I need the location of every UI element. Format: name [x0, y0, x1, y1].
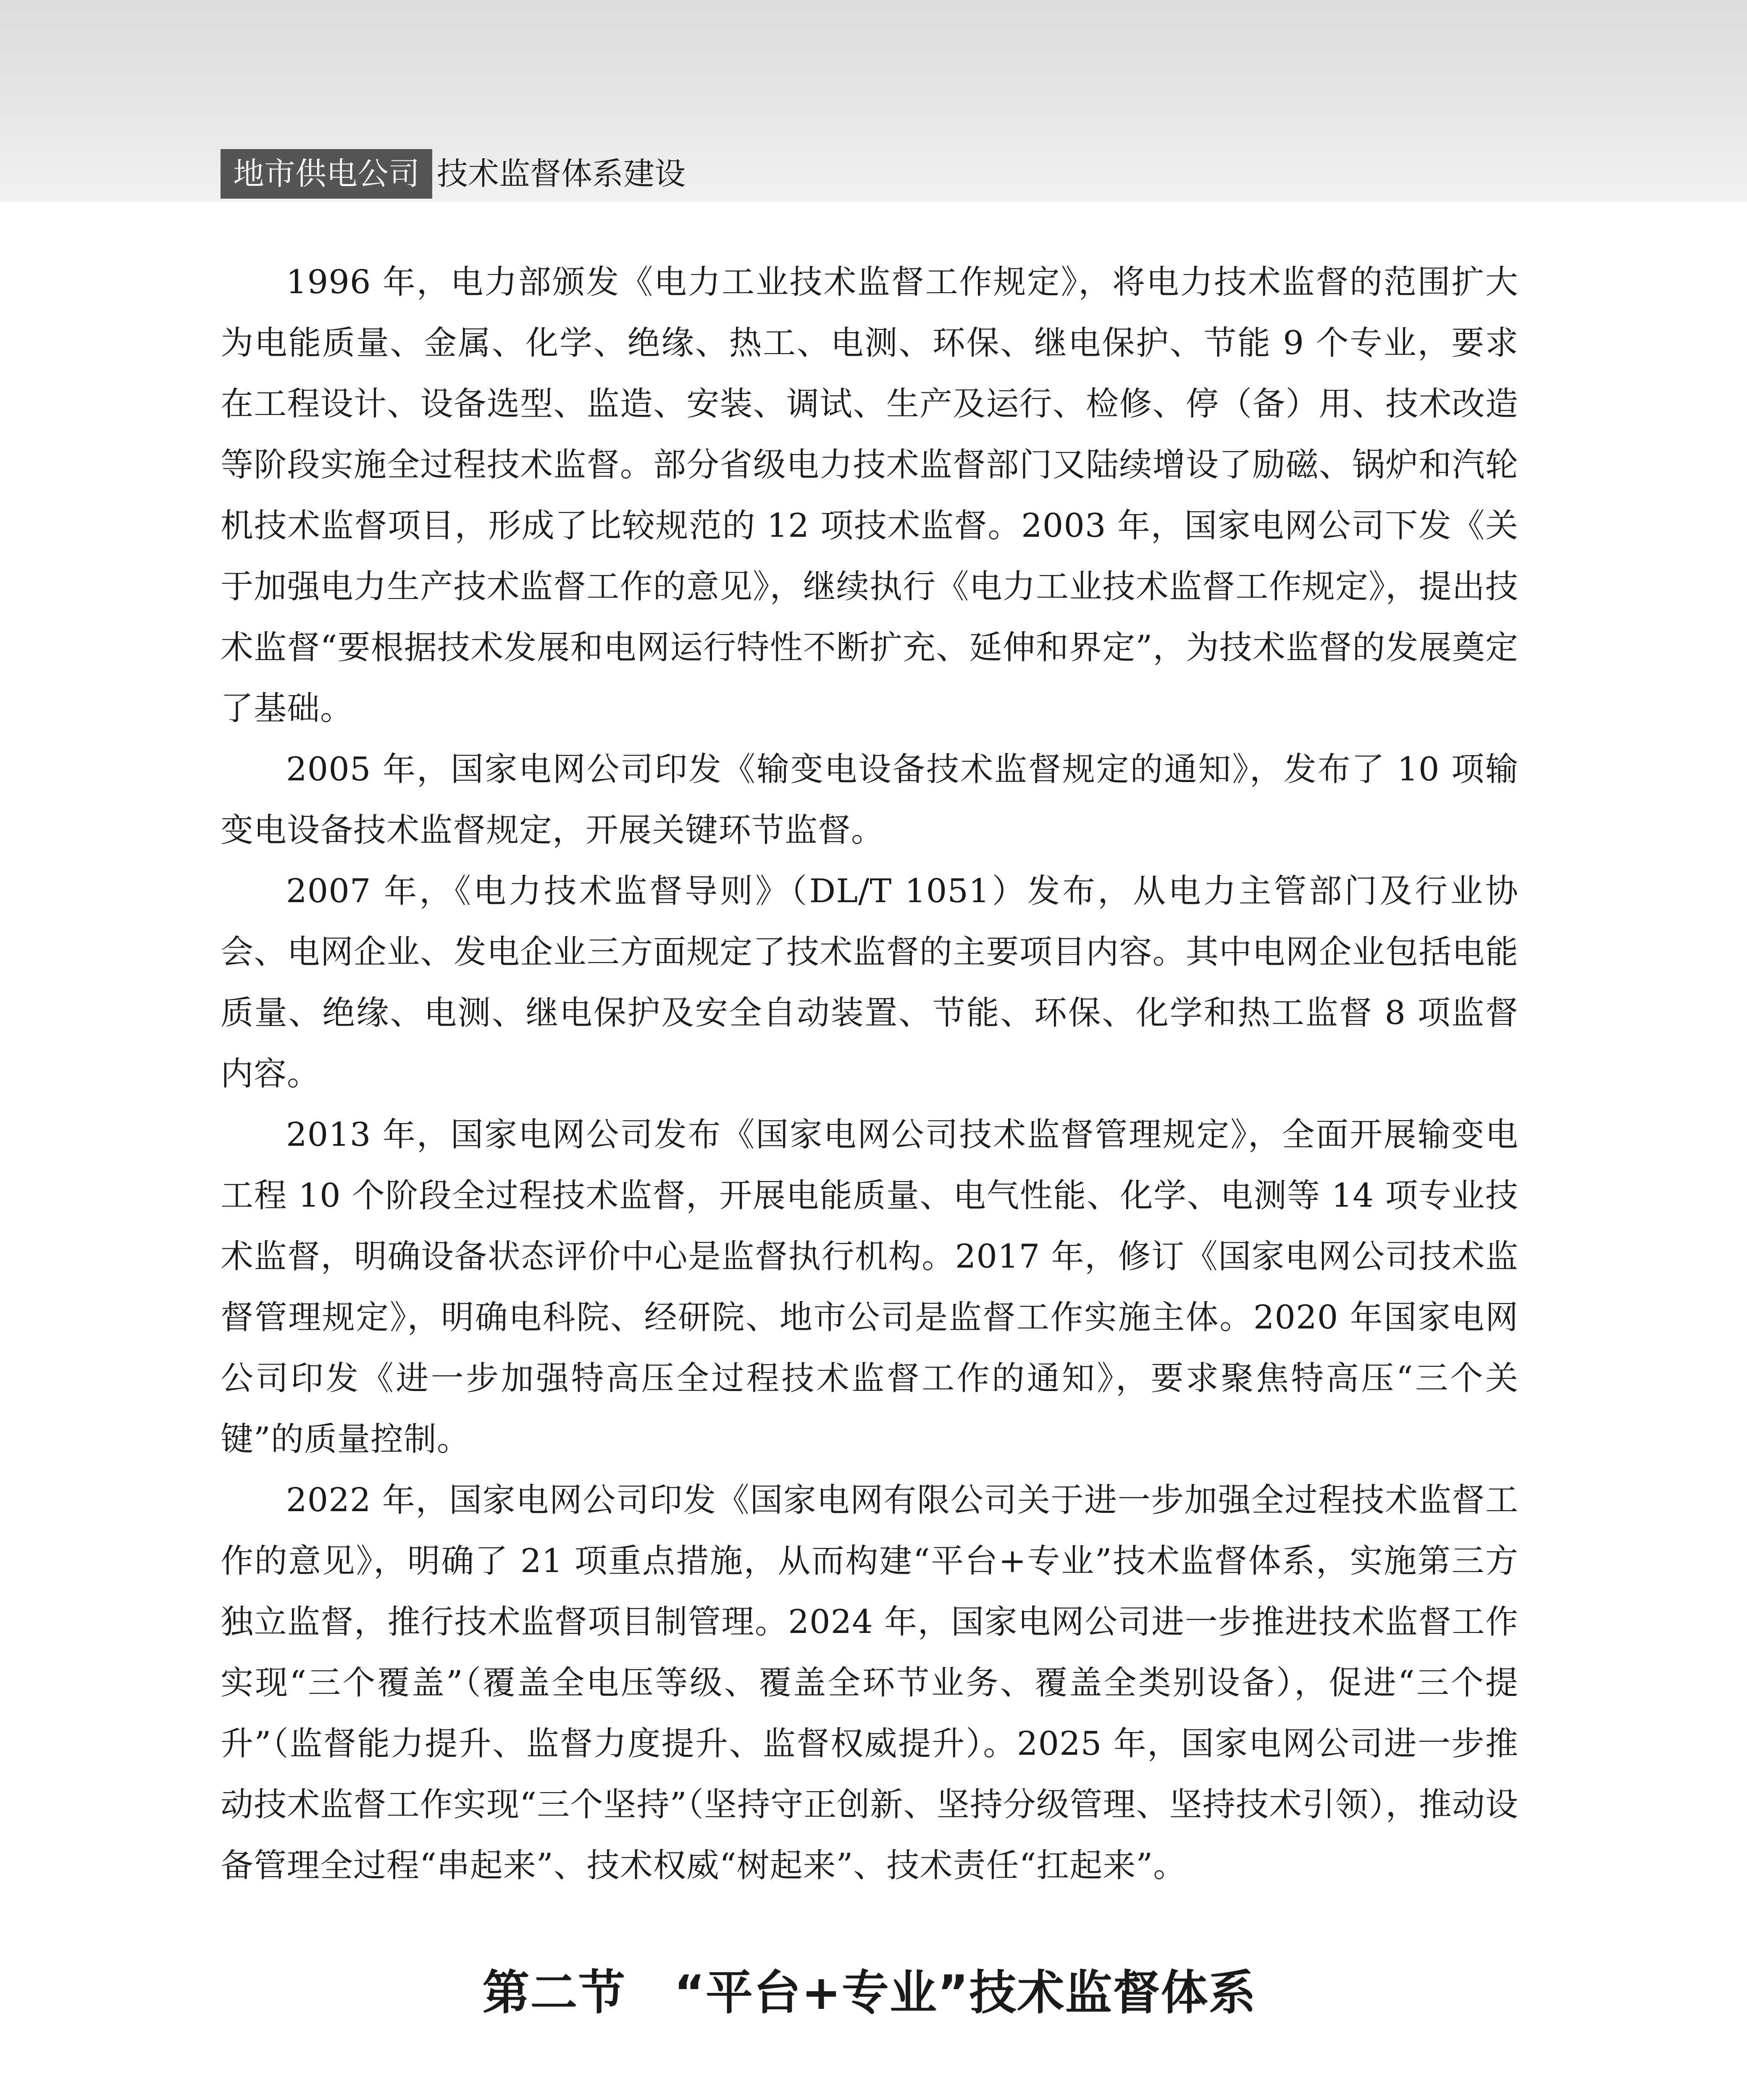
- paragraph-2022: 2022 年，国家电网公司印发《国家电网有限公司关于进一步加强全过程技术监督工作的意见》，明确了 21 项重点措施，从而构建“平台+专业”技术监督体系，实施第三方独立监督，推行技术监督项目制管理。2024 年，国家电网公司进一步推进技术监督工作实现“三个覆盖”（覆盖全电压等级、覆盖全环节业务、覆盖全类别设备），促进“三个提升”（监督能力提升、监督力度提升、监督权威提升）。2025 年，国家电网公司进一步推动技术监督工作实现“三个坚持”（坚持守正创新、坚持分级管理、坚持技术引领），推动设备管理全过程“串起来”、技术权威“树起来”、技术责任“扛起来”。: [221, 1481, 1518, 1885]
- book-title: 技术监督体系建设: [437, 156, 686, 192]
- paragraph-2013: 2013 年，国家电网公司发布《国家电网公司技术监督管理规定》，全面开展输变电工程 10 个阶段全过程技术监督，开展电能质量、电气性能、化学、电测等 14 项专业技术监督，明确设备状态评价中心是监督执行机构。2017 年，修订《国家电网公司技术监督管理规定》，明确电科院、经研院、地市公司是监督工作实施主体。2020 年国家电网公司印发《进一步加强特高压全过程技术监督工作的通知》，要求聚焦特高压“三个关键”的质量控制。: [221, 1116, 1518, 1458]
- paragraph-1996: 1996 年，电力部颁发《电力工业技术监督工作规定》，将电力技术监督的范围扩大为电能质量、金属、化学、绝缘、热工、电测、环保、继电保护、节能 9 个专业，要求在工程设计、设备选型、监造、安装、调试、生产及运行、检修、停（备）用、技术改造等阶段实施全过程技术监督。部分省级电力技术监督部门又陆续增设了励磁、锅炉和汽轮机技术监督项目，形成了比较规范的 12 项技术监督。2003 年，国家电网公司下发《关于加强电力生产技术监督工作的意见》，继续执行《电力工业技术监督工作规定》，提出技术监督“要根据技术发展和电网运行特性不断扩充、延伸和界定”，为技术监督的发展奠定了基础。: [221, 263, 1518, 727]
- paragraph-2007: 2007 年，《电力技术监督导则》（DL/T 1051）发布，从电力主管部门及行业协会、电网企业、发电企业三方面规定了技术监督的主要项目内容。其中电网企业包括电能质量、绝缘、电测、继电保护及安全自动装置、节能、环保、化学和热工监督 8 项监督内容。: [221, 872, 1518, 1093]
- paragraph-2005: 2005 年，国家电网公司印发《输变电设备技术监督规定的通知》，发布了 10 项输变电设备技术监督规定，开展关键环节监督。: [221, 751, 1518, 849]
- book-series-badge: 地市供电公司: [221, 149, 432, 199]
- section-first-paragraph: [221, 2090, 1518, 2100]
- section-heading: 第二节 “平台+专业”技术监督体系: [482, 1966, 1257, 2020]
- page-body: [221, 252, 1518, 2100]
